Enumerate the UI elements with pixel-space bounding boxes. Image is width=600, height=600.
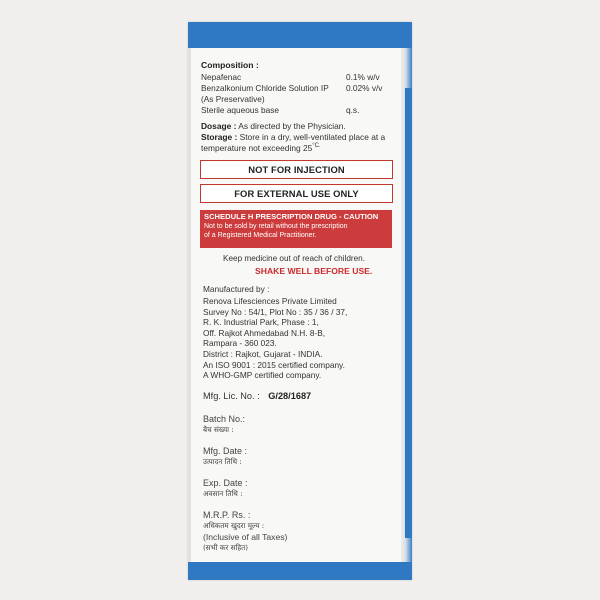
mrp-inclusive-taxes-hindi: (सभी कर सहित): [203, 543, 249, 552]
mfg-lic-line: [203, 391, 311, 401]
dosage-label: Dosage :: [201, 121, 237, 131]
left-fold-edge: [188, 48, 191, 562]
mfg-date-label-hindi: उत्पादन तिथि :: [203, 457, 242, 466]
mfg-date-label: Mfg. Date :: [203, 446, 248, 456]
degree-symbol: °C.: [312, 143, 321, 149]
address-line: Survey No : 54/1, Plot No : 35 / 36 / 37,: [203, 306, 348, 317]
external-use-box: FOR EXTERNAL USE ONLY: [200, 184, 393, 203]
composition-item-name: Sterile aqueous base: [201, 105, 279, 115]
address-line: An ISO 9001 : 2015 certified company.: [203, 359, 345, 370]
mrp-label: M.R.P. Rs. :: [203, 510, 251, 520]
composition-heading: Composition :: [201, 60, 259, 70]
schedule-h-panel: [200, 210, 392, 248]
composition-item-name: Benzalkonium Chloride Solution IP: [201, 83, 329, 93]
address-line: R. K. Industrial Park, Phase : 1,: [203, 317, 319, 328]
schedule-h-line-2: of a Registered Medical Practitioner.: [204, 232, 317, 239]
mrp-inclusive-taxes: (Inclusive of all Taxes): [203, 532, 288, 542]
batch-label-hindi: बैच संख्या :: [203, 425, 234, 434]
right-blue-strip: [405, 88, 412, 538]
top-blue-band: [188, 22, 412, 48]
storage-line-1: [201, 132, 385, 142]
composition-item-value: 0.02% v/v: [346, 83, 383, 93]
exp-date-label-hindi: अवसान तिथि :: [203, 489, 243, 498]
exp-date-label: Exp. Date :: [203, 478, 248, 488]
right-fold-edge: [401, 48, 412, 562]
mfg-lic-number: G/28/1687: [268, 391, 312, 401]
storage-text: Store in a dry, well-ventilated place at a: [239, 132, 386, 142]
address-line: A WHO-GMP certified company.: [203, 370, 322, 381]
batch-label: Batch No.:: [203, 414, 246, 424]
schedule-h-title: SCHEDULE H PRESCRIPTION DRUG - CAUTION: [204, 212, 379, 221]
shake-well-text: SHAKE WELL BEFORE USE.: [255, 266, 373, 276]
address-line: Renova Lifesciences Private Limited: [203, 296, 337, 306]
manufacturer-address: [203, 296, 347, 381]
mfg-lic-label: Mfg. Lic. No. :: [203, 391, 260, 401]
storage-line-2: [201, 143, 321, 153]
dosage-text: As directed by the Physician.: [238, 121, 346, 131]
schedule-h-caution: [204, 222, 348, 240]
schedule-h-line-1: Not to be sold by retail without the prescription: [204, 223, 348, 230]
manufacturer-heading: Manufactured by :: [203, 284, 270, 294]
mrp-label-hindi: अधिकतम खुदरा मूल्य :: [203, 521, 265, 530]
composition-item-value: 0.1% w/v: [346, 72, 380, 82]
keep-out-of-reach: Keep medicine out of reach of children.: [223, 254, 366, 263]
composition-item-value: q.s.: [346, 105, 360, 115]
not-for-injection-box: NOT FOR INJECTION: [200, 160, 393, 179]
bottom-blue-band: [188, 562, 412, 580]
composition-item-name: Nepafenac: [201, 72, 242, 82]
address-line: District : Rajkot, Gujarat - INDIA.: [203, 348, 323, 359]
address-line: Rampara - 360 023.: [203, 338, 277, 349]
dosage-line: [201, 121, 346, 131]
composition-item-name: (As Preservative): [201, 94, 265, 104]
address-line: Off. Rajkot Ahmedabad N.H. 8-B,: [203, 327, 326, 338]
storage-text-2: temperature not exceeding 25: [201, 143, 313, 153]
storage-label: Storage :: [201, 132, 238, 142]
